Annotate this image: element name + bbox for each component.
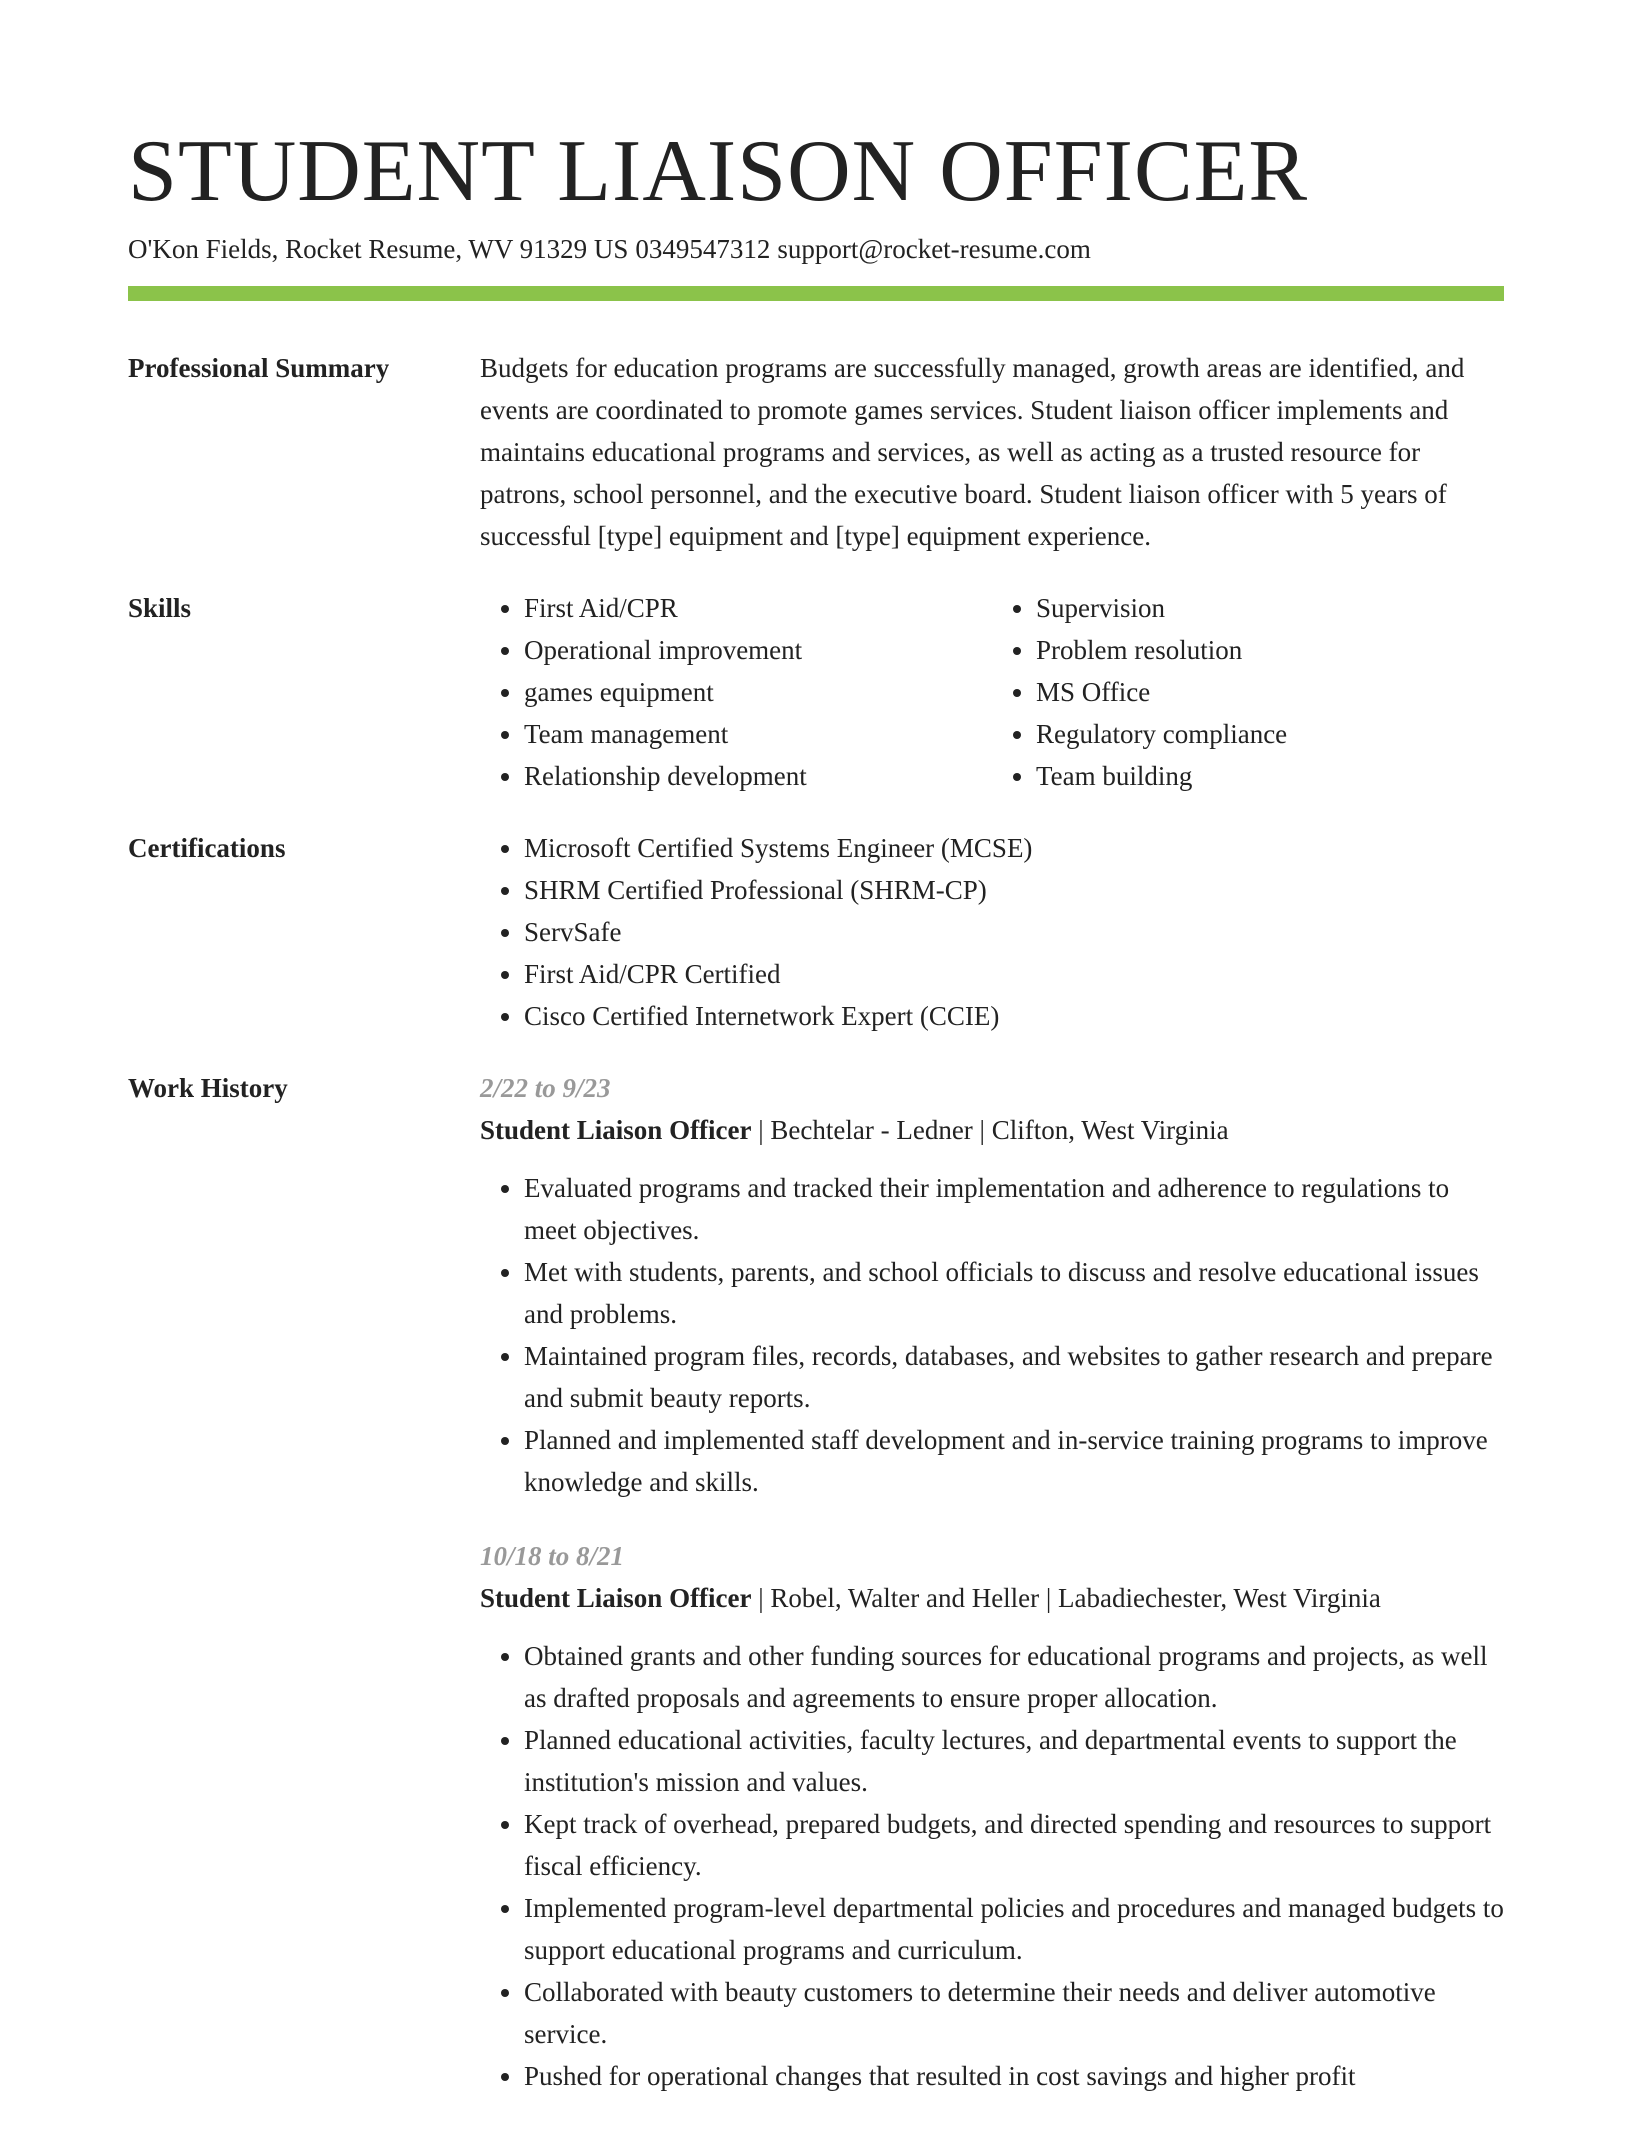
contact-address: O'Kon Fields, Rocket Resume, WV 91329 US	[128, 234, 629, 264]
job-bullet: • Planned educational activities, faculty lectures, and departmental events to support the institution's mission and values.	[524, 1719, 1504, 1803]
summary-body	[480, 347, 1504, 557]
section-title-skills: Skills	[128, 593, 192, 623]
skill-item: • First Aid/CPR	[524, 587, 992, 629]
job-bullet: • Obtained grants and other funding sources for educational programs and projects, as well as drafted proposals and agreements to ensure proper allocation.	[524, 1635, 1504, 1719]
certifications-list	[480, 827, 1504, 1037]
job-title-line	[480, 1109, 1504, 1151]
job-entry	[480, 1535, 1504, 2097]
certification-item: • First Aid/CPR Certified	[524, 953, 1504, 995]
job-bullets	[480, 1167, 1504, 1503]
accent-divider	[128, 286, 1504, 301]
work-history-body	[480, 1067, 1504, 2129]
skill-item: • Operational improvement	[524, 629, 992, 671]
section-title-certifications: Certifications	[128, 833, 286, 863]
job-bullet: • Met with students, parents, and school officials to discuss and resolve educational issues and problems.	[524, 1251, 1504, 1335]
job-bullet: • Kept track of overhead, prepared budgets, and directed spending and resources to support fiscal efficiency.	[524, 1803, 1504, 1887]
job-bullet: • Implemented program-level departmental policies and procedures and managed budgets to support educational programs and curriculum.	[524, 1887, 1504, 1971]
summary-text: Budgets for education programs are successfully managed, growth areas are identified, and events are coordinated to promote games services. Student liaison officer implements and maintains educational programs and services, as well as acting as a trusted resource for patrons, school personnel, and the executive board. Student liaison officer with 5 years of successful [type] equipment and [type] equipment experience.	[480, 353, 1465, 551]
job-bullet: • Collaborated with beauty customers to determine their needs and deliver automotive service.	[524, 1971, 1504, 2055]
section-title-work-history: Work History	[128, 1073, 288, 1103]
skills-list-right	[992, 587, 1504, 797]
job-entry	[480, 1067, 1504, 1503]
job-title-line	[480, 1577, 1504, 1619]
job-details: | Bechtelar - Ledner | Clifton, West Virginia	[751, 1115, 1229, 1145]
skill-item: • Team building	[1036, 755, 1504, 797]
skill-item: • games equipment	[524, 671, 992, 713]
job-bullet: • Pushed for operational changes that resulted in cost savings and higher profit	[524, 2055, 1504, 2097]
job-bullet: • Maintained program files, records, databases, and websites to gather research and prepare and submit beauty reports.	[524, 1335, 1504, 1419]
section-title-summary: Professional Summary	[128, 353, 390, 383]
certifications-body	[480, 827, 1504, 1037]
skill-item: • Relationship development	[524, 755, 992, 797]
job-details: | Robel, Walter and Heller | Labadiechester, West Virginia	[751, 1583, 1381, 1613]
skill-item: • Regulatory compliance	[1036, 713, 1504, 755]
contact-phone: 0349547312	[635, 234, 771, 264]
job-bullet: • Evaluated programs and tracked their implementation and adherence to regulations to meet objectives.	[524, 1167, 1504, 1251]
job-dates: 2/22 to 9/23	[480, 1073, 611, 1103]
skills-list-left	[480, 587, 992, 797]
certification-item: • ServSafe	[524, 911, 1504, 953]
certification-item: • Cisco Certified Internetwork Expert (CCIE)	[524, 995, 1504, 1037]
job-title: Student Liaison Officer	[480, 1115, 752, 1145]
skill-item: • Problem resolution	[1036, 629, 1504, 671]
job-dates: 10/18 to 8/21	[480, 1541, 625, 1571]
skills-body	[480, 587, 1504, 797]
skill-item: • MS Office	[1036, 671, 1504, 713]
job-title: Student Liaison Officer	[480, 1583, 752, 1613]
certification-item: • Microsoft Certified Systems Engineer (MCSE)	[524, 827, 1504, 869]
skill-item: • Supervision	[1036, 587, 1504, 629]
job-bullet: • Planned and implemented staff development and in-service training programs to improve knowledge and skills.	[524, 1419, 1504, 1503]
certification-item: • SHRM Certified Professional (SHRM-CP)	[524, 869, 1504, 911]
job-bullets	[480, 1635, 1504, 2097]
contact-line	[128, 232, 1091, 266]
skill-item: • Team management	[524, 713, 992, 755]
resume-name-heading: STUDENT LIAISON OFFICER	[128, 123, 1309, 220]
contact-email: support@rocket-resume.com	[777, 234, 1091, 264]
